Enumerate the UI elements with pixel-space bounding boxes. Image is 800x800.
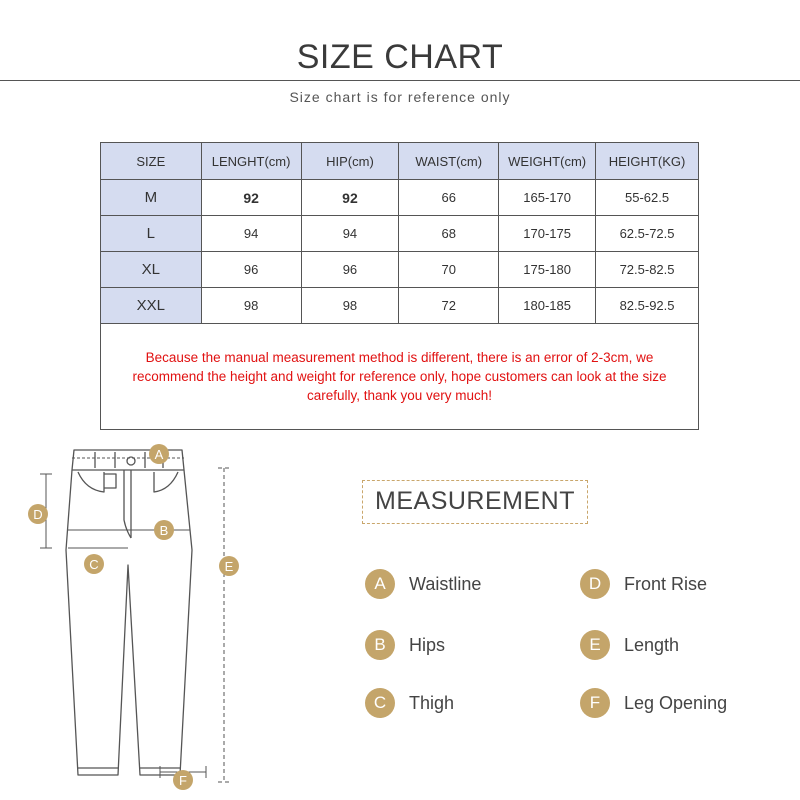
table-cell: 82.5-92.5 [596, 288, 699, 324]
fly-seam [124, 470, 131, 538]
legend-item-leg-opening [580, 688, 727, 718]
table-cell: 72.5-82.5 [596, 252, 699, 288]
table-cell: 94 [201, 216, 301, 252]
pants-diagram [0, 430, 260, 800]
table-cell: 165-170 [499, 180, 596, 216]
legend-label: Thigh [409, 692, 455, 713]
page-title: SIZE CHART [296, 38, 504, 76]
marker-e-label: E [224, 559, 234, 574]
table-header-cell: WEIGHT(cm) [499, 143, 596, 180]
table-header-cell: LENGHT(cm) [201, 143, 301, 180]
table-cell-size: L [101, 216, 202, 252]
marker-f-label: F [179, 773, 187, 788]
page-subtitle: Size chart is for reference only [289, 89, 511, 105]
table-header-cell: HEIGHT(KG) [596, 143, 699, 180]
table-note-row [101, 324, 699, 430]
table-cell: 92 [301, 180, 399, 216]
letter-c-icon: C [365, 688, 395, 718]
title-divider [0, 80, 800, 81]
table-cell: 96 [201, 252, 301, 288]
legend-label: Waistline [409, 573, 482, 594]
table-cell: 92 [201, 180, 301, 216]
table-header-cell: SIZE [101, 143, 202, 180]
letter-f-icon: F [580, 688, 610, 718]
length-line [218, 468, 230, 782]
table-row [101, 252, 699, 288]
measurement-disclaimer: Because the manual measurement method is different, there is an error of 2-3cm, we recommend the height and weight for reference only, hope customers can look at the size carefully, thank you very much! [101, 324, 699, 430]
letter-e-icon: E [580, 630, 610, 660]
table-row [101, 180, 699, 216]
right-pocket [154, 472, 178, 492]
legend-label: Front Rise [624, 573, 708, 594]
table-cell: 70 [399, 252, 499, 288]
table-cell: 62.5-72.5 [596, 216, 699, 252]
table-cell: 94 [301, 216, 399, 252]
marker-a-label: A [154, 447, 164, 462]
legend-item-thigh [365, 688, 454, 718]
letter-d-icon: D [580, 569, 610, 599]
table-cell: 55-62.5 [596, 180, 699, 216]
left-pocket [78, 472, 104, 492]
table-row [101, 288, 699, 324]
table-cell: 96 [301, 252, 399, 288]
table-cell: 98 [301, 288, 399, 324]
legend-item-length [580, 630, 679, 660]
letter-a-icon: A [365, 569, 395, 599]
size-table [100, 142, 699, 430]
marker-c-label: C [89, 557, 99, 572]
table-cell: 72 [399, 288, 499, 324]
legend-label: Hips [409, 634, 446, 655]
pants-outline [66, 470, 192, 775]
table-row [101, 216, 699, 252]
table-cell-size: XL [101, 252, 202, 288]
coin-pocket [104, 474, 116, 488]
legend-item-waistline [365, 569, 481, 599]
marker-b-label: B [159, 523, 169, 538]
table-cell: 66 [399, 180, 499, 216]
table-header-cell: HIP(cm) [301, 143, 399, 180]
table-cell-size: M [101, 180, 202, 216]
legend-item-hips [365, 630, 445, 660]
table-cell: 180-185 [499, 288, 596, 324]
table-cell: 98 [201, 288, 301, 324]
legend-item-front-rise [580, 569, 707, 599]
table-cell: 175-180 [499, 252, 596, 288]
marker-d-label: D [33, 507, 43, 522]
table-cell: 170-175 [499, 216, 596, 252]
measurement-heading: MEASUREMENT [375, 487, 575, 515]
table-header-cell: WAIST(cm) [399, 143, 499, 180]
table-header-row [101, 143, 699, 180]
letter-b-icon: B [365, 630, 395, 660]
legend-label: Length [624, 634, 680, 655]
table-cell: 68 [399, 216, 499, 252]
table-cell-size: XXL [101, 288, 202, 324]
legend-label: Leg Opening [624, 692, 728, 713]
